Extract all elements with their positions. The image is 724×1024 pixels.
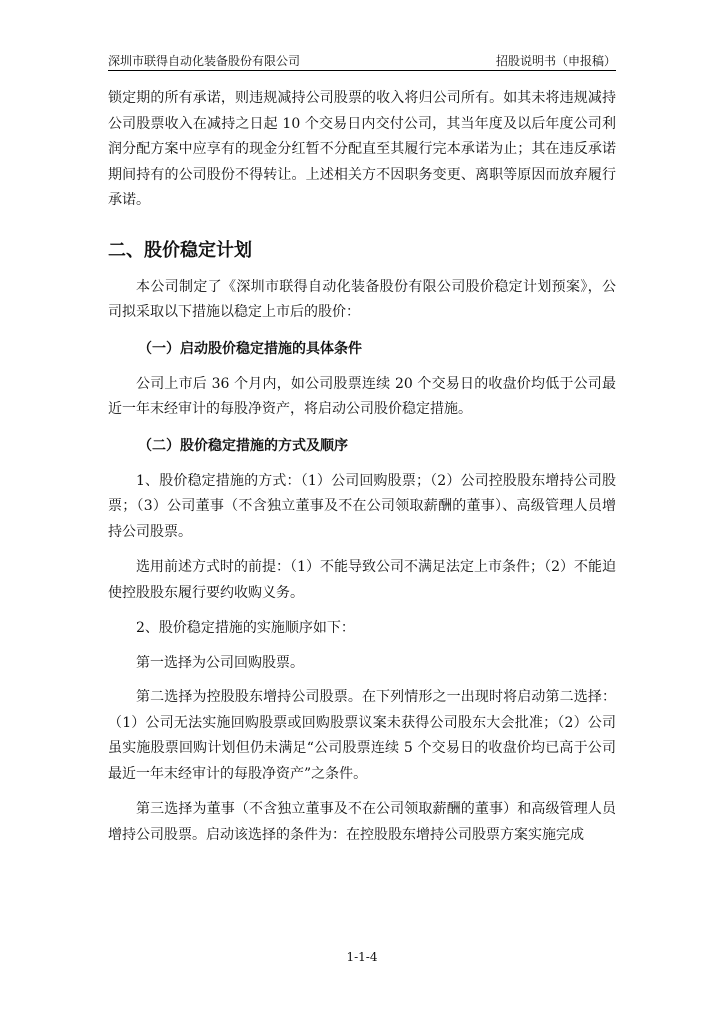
- page-number: 1-1-4: [346, 950, 378, 964]
- paragraph-second-choice: 第二选择为控股股东增持公司股票。在下列情形之一出现时将启动第二选择：（1）公司无法实施回购股票或回购股票议案未获得公司股东大会批准；（2）公司虽实施股票回购计划但仍未满足“公司股票连续 5 个交易日的收盘价均已高于公司最近一年末经审计的每股净资产”之条件。: [108, 689, 616, 782]
- header-divider: [108, 70, 616, 71]
- paragraph-methods: 1、股价稳定措施的方式：（1）公司回购股票；（2）公司控股股东增持公司股票；（3）公司董事（不含独立董事及不在公司领取薪酬的董事）、高级管理人员增持公司股票。: [108, 472, 616, 540]
- paragraph-trigger-conditions: 公司上市后 36 个月内，如公司股票连续 20 个交易日的收盘价均低于公司最近一年末经审计的每股净资产，将启动公司股价稳定措施。: [108, 375, 616, 417]
- paragraph-order-heading: 2、股价稳定措施的实施顺序如下：: [136, 620, 355, 636]
- subsection-title-trigger-conditions: （一）启动股价稳定措施的具体条件: [138, 340, 362, 357]
- paragraph-premise: 选用前述方式时的前提：（1）不能导致公司不满足法定上市条件；（2）不能迫使控股股东履行要约收购义务。: [108, 559, 616, 601]
- header-company-name: 深圳市联得自动化装备股份有限公司: [108, 54, 301, 68]
- document-body: [108, 86, 616, 858]
- paragraph-plan-intro: 本公司制定了《深圳市联得自动化装备股份有限公司股价稳定计划预案》，公司拟采取以下措施以稳定上市后的股价：: [108, 278, 616, 320]
- paragraph-first-choice: 第一选择为公司回购股票。: [136, 654, 304, 671]
- paragraph-third-choice: 第三选择为董事（不含独立董事及不在公司领取薪酬的董事）和高级管理人员增持公司股票。启动该选择的条件为：在控股股东增持公司股票方案实施完成: [108, 801, 616, 843]
- header-document-type: 招股说明书（申报稿）: [495, 54, 616, 68]
- paragraph-commitment-carryover: 锁定期的所有承诺，则违规减持公司股票的收入将归公司所有。如其未将违规减持公司股票收入在减持之日起 10 个交易日内交付公司，其当年度及以后年度公司利润分配方案中应享有的现金分红暂不分配直至其履行完本承诺为止；其在违反承诺期间持有的公司股份不得转让。上述相关方不因职务变更、离职等原因而放弃履行承诺。: [108, 90, 616, 208]
- section-title-price-stabilization: 二、股价稳定计划: [108, 239, 252, 261]
- page-header: [108, 50, 616, 70]
- subsection-title-methods-order: （二）股价稳定措施的方式及顺序: [138, 437, 348, 454]
